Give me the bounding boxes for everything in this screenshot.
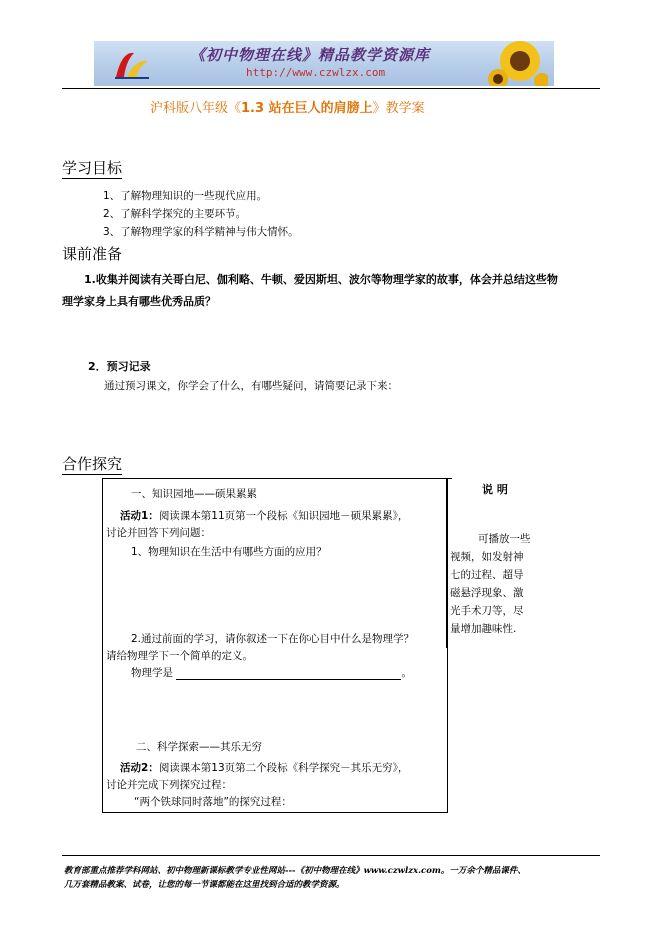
footer-line2: 几万套精品教案、试卷，让您的每一节课都能在这里找到合适的教学资源。 [64, 880, 345, 890]
objective-item: 3、了解物理学家的科学精神与伟大情怀。 [103, 226, 299, 238]
banner-title: 《初中物理在线》精品教学资源库 [190, 46, 431, 64]
sidebar-line: 量增加趣味性. [450, 623, 517, 635]
sidebar-heading: 说 明 [482, 483, 508, 496]
page-title: 沪科版八年级《1.3 站在巨人的肩膀上》教学案 [150, 101, 425, 116]
footer-line1: 教育部重点推荐学科网站、初中物理新课标教学专业性网站---《初中物理在线》www.czwlzx.com。一万余个精品课件、 [64, 866, 526, 876]
header-banner [94, 41, 554, 86]
sidebar-line: 可播放一些 [478, 533, 531, 545]
definition-blank[interactable] [176, 669, 401, 680]
section-heading-inquiry: 合作探究 [62, 455, 123, 473]
sidebar-line: 视频，如发射神 [450, 551, 524, 563]
prep-question-2-label: 2．预习记录 [88, 360, 151, 373]
prep-question-1-line1: 1.收集并阅读有关哥白尼、伽利略、牛顿、爱因斯坦、波尔等物理学家的故事，体会并总结这些物 [84, 273, 558, 286]
section-heading-preparation: 课前准备 [62, 245, 123, 263]
question-2-line1: 2.通过前面的学习，请你叙述一下在你心目中什么是物理学？ [131, 633, 415, 645]
banner-url: http://www.czwlzx.com [246, 66, 386, 79]
activity-2-line2: 讨论并完成下列探究过程： [106, 779, 232, 791]
sunflower-icon [486, 41, 548, 86]
footer-rule [62, 855, 600, 856]
site-logo-icon [112, 47, 152, 81]
part1-title: 一、知识园地——硕果累累 [131, 488, 257, 500]
activity-1-line2: 讨论并回答下列问题： [106, 527, 211, 539]
section-heading-objectives: 学习目标 [62, 159, 123, 177]
header-rule [62, 88, 600, 89]
sidebar-divider [446, 478, 447, 648]
prep-question-1-line2: 理学家身上具有哪些优秀品质？ [62, 295, 216, 308]
definition-fill-in: 物理学是 。 [131, 667, 412, 679]
activity-1-line1: 活动1：阅读课本第11页第一个段标《知识园地－硕果累累》， [120, 510, 409, 522]
sidebar-line: 光手术刀等，尽 [450, 605, 524, 617]
sidebar-line: 七的过程、超导 [450, 569, 524, 581]
question-2-line2: 请给物理学下一个简单的定义。 [106, 650, 253, 662]
sidebar-line: 磁悬浮现象、激 [450, 587, 524, 599]
activity-2-subtitle: “两个铁球同时落地”的探究过程： [134, 796, 292, 808]
prep-question-2-text: 通过预习课文，你学会了什么，有哪些疑问，请简要记录下来： [104, 380, 398, 392]
part2-title: 二、科学探索——其乐无穷 [136, 741, 262, 753]
objective-item: 1、了解物理知识的一些现代应用。 [103, 190, 268, 202]
objective-item: 2、了解科学探究的主要环节。 [103, 208, 247, 220]
question-1: 1、物理知识在生活中有哪些方面的应用？ [131, 546, 327, 558]
activity-2-line1: 活动2：阅读课本第13页第二个段标《科学探究－其乐无穷》， [120, 762, 409, 774]
